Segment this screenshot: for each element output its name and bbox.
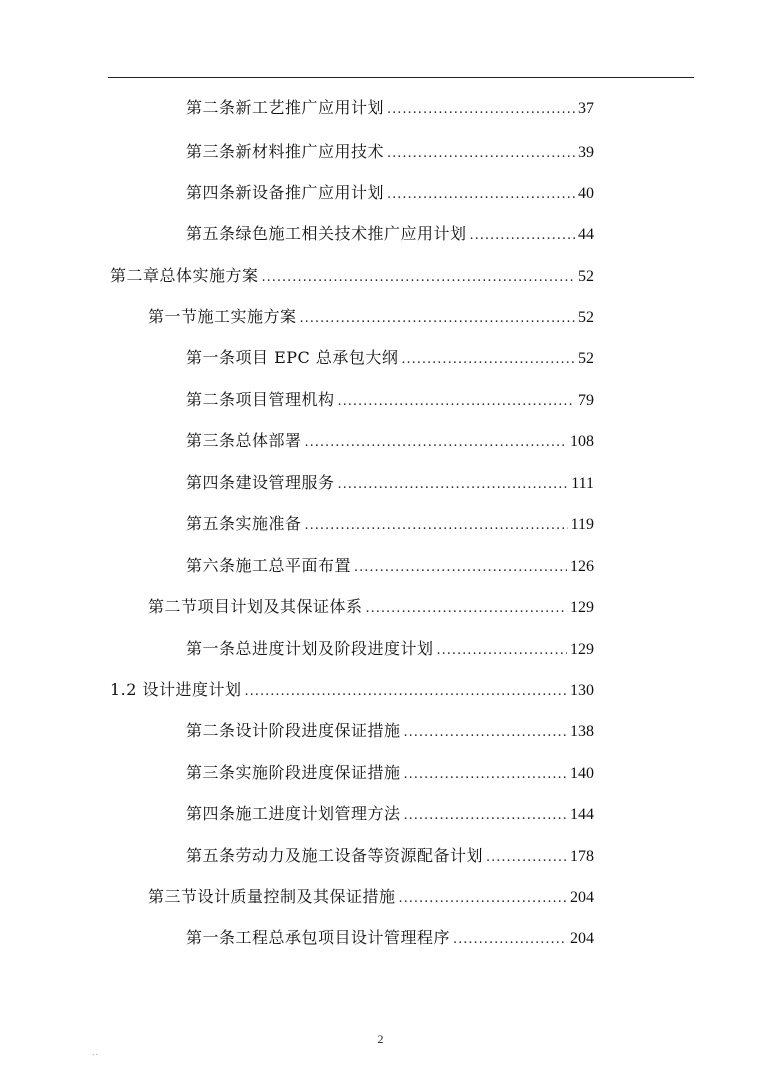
toc-entry-title: 第二条新工艺推广应用计划	[186, 98, 385, 117]
page-number: 2	[377, 1032, 384, 1046]
toc-entry[interactable]	[186, 347, 594, 371]
toc-entry-title: 第三条总体部署	[186, 431, 302, 450]
dot-leader	[437, 640, 567, 662]
corner-mark: ..	[92, 1048, 100, 1057]
toc-entry[interactable]	[148, 306, 594, 330]
toc-entry[interactable]	[110, 679, 594, 703]
toc-entry[interactable]	[186, 223, 594, 247]
toc-entry-page: 129	[570, 599, 594, 616]
toc-entry-title: 第一条项目 EPC 总承包大纲	[186, 348, 399, 367]
dot-leader	[338, 474, 569, 496]
toc-entry-title: 第一条总进度计划及阶段进度计划	[186, 639, 434, 658]
toc-entry-page: 111	[571, 475, 594, 492]
toc-entry[interactable]	[186, 430, 594, 454]
toc-entry[interactable]	[186, 513, 594, 537]
toc-entry-title: 第五条实施准备	[186, 514, 302, 533]
toc-entry-title: 第五条绿色施工相关技术推广应用计划	[186, 224, 467, 243]
dot-leader	[404, 805, 567, 827]
dot-leader	[387, 143, 575, 165]
toc-entry[interactable]	[186, 720, 594, 744]
dot-leader	[401, 349, 575, 371]
dot-leader	[305, 432, 567, 454]
toc-entry[interactable]	[186, 472, 594, 496]
toc-entry-page: 79	[578, 392, 594, 409]
toc-entry[interactable]	[186, 97, 594, 121]
toc-entry[interactable]	[186, 845, 594, 869]
toc-entry-page: 138	[570, 723, 594, 740]
toc-entry-page: 40	[578, 185, 594, 202]
dot-leader	[404, 764, 567, 786]
toc-entry-page: 119	[570, 516, 594, 533]
toc-entry-title: 1.2 设计进度计划	[110, 680, 242, 699]
toc-entry-title: 第四条施工进度计划管理方法	[186, 804, 401, 823]
dot-leader	[486, 847, 567, 869]
toc-entry[interactable]	[186, 182, 594, 206]
toc-entry-title: 第五条劳动力及施工设备等资源配备计划	[186, 846, 484, 865]
toc-entry-title: 第一条工程总承包项目设计管理程序	[186, 928, 451, 947]
toc-entry-page: 37	[578, 100, 594, 117]
toc-entry-title: 第一节施工实施方案	[148, 307, 297, 326]
dot-leader	[470, 225, 575, 247]
toc-entry[interactable]	[186, 927, 594, 951]
toc-entry[interactable]	[148, 596, 594, 620]
toc-entry-page: 140	[570, 765, 594, 782]
toc-entry-page: 52	[578, 350, 594, 367]
toc-entry-page: 204	[570, 889, 594, 906]
dot-leader	[366, 598, 567, 620]
toc-entry[interactable]	[110, 265, 594, 289]
toc-entry[interactable]	[148, 886, 594, 910]
dot-leader	[305, 515, 568, 537]
toc-entry-page: 130	[570, 682, 594, 699]
toc-entry-page: 108	[570, 433, 594, 450]
toc-entry-title: 第二节项目计划及其保证体系	[148, 597, 363, 616]
toc-entry[interactable]	[186, 141, 594, 165]
toc-entry-title: 第六条施工总平面布置	[186, 556, 352, 575]
dot-leader	[387, 184, 575, 206]
toc-entry-page: 39	[578, 144, 594, 161]
toc-entry-page: 52	[578, 309, 594, 326]
toc-entry-title: 第三条新材料推广应用技术	[186, 142, 385, 161]
toc-entry-title: 第四条建设管理服务	[186, 473, 335, 492]
toc-entry-title: 第四条新设备推广应用计划	[186, 183, 385, 202]
toc-entry-title: 第三节设计质量控制及其保证措施	[148, 887, 396, 906]
toc-entry[interactable]	[186, 555, 594, 579]
toc-entry-title: 第二条设计阶段进度保证措施	[186, 721, 401, 740]
toc-entry-page: 178	[570, 848, 594, 865]
dot-leader	[300, 308, 575, 330]
toc-entry-title: 第二章总体实施方案	[110, 266, 259, 285]
toc-entry[interactable]	[186, 638, 594, 662]
dot-leader	[245, 681, 567, 703]
dot-leader	[404, 722, 567, 744]
dot-leader	[354, 557, 567, 579]
toc-entry-page: 144	[570, 806, 594, 823]
toc-entry-page: 129	[570, 641, 594, 658]
dot-leader	[453, 929, 567, 951]
toc-entry-title: 第二条项目管理机构	[186, 390, 335, 409]
dot-leader	[399, 888, 567, 910]
toc-entry-page: 44	[578, 226, 594, 243]
dot-leader	[262, 267, 575, 289]
toc-entry-page: 52	[578, 268, 594, 285]
toc-entry-page: 204	[570, 930, 594, 947]
toc-entry[interactable]	[186, 803, 594, 827]
toc-entry[interactable]	[186, 762, 594, 786]
toc-entry-title: 第三条实施阶段进度保证措施	[186, 763, 401, 782]
dot-leader	[338, 391, 575, 413]
toc-entry-page: 126	[570, 558, 594, 575]
dot-leader	[387, 99, 575, 121]
toc-entry[interactable]	[186, 389, 594, 413]
